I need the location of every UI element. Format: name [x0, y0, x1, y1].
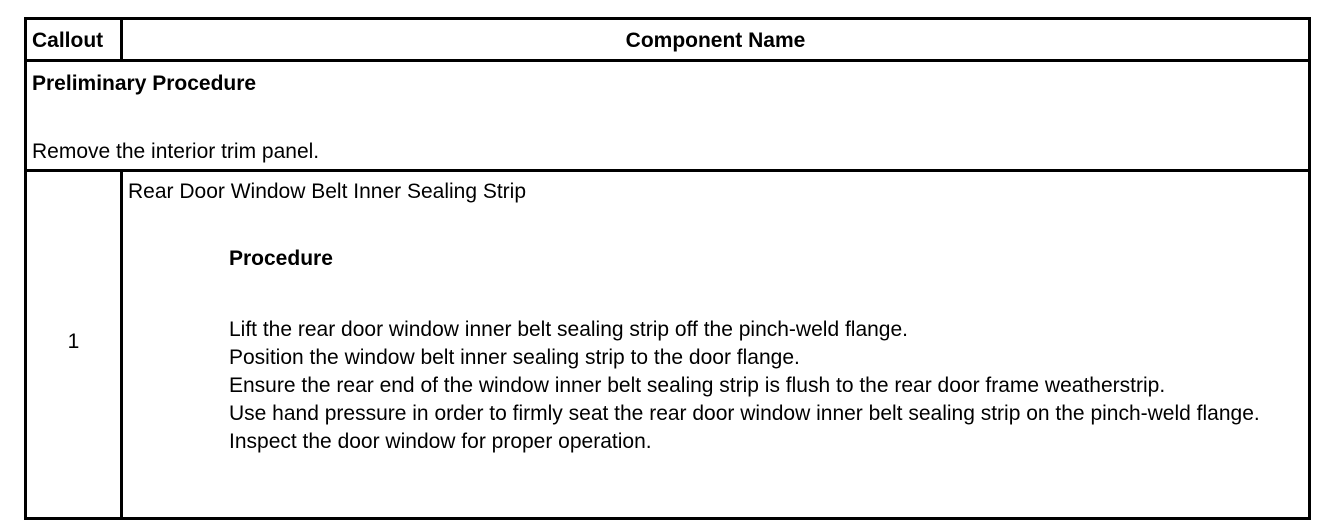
- procedure-heading: Procedure: [229, 247, 333, 270]
- procedure-steps-list: [229, 316, 1278, 456]
- procedure-step: Position the window belt inner sealing strip to the door flange.: [229, 346, 800, 369]
- component-name-cell: [123, 172, 1308, 517]
- preliminary-procedure-heading: Preliminary Procedure: [32, 72, 257, 95]
- preliminary-procedure-step: Remove the interior trim panel.: [32, 140, 320, 163]
- table-header-row: [27, 20, 1308, 62]
- component-title: Rear Door Window Belt Inner Sealing Strip: [128, 180, 527, 203]
- callout-cell: [27, 172, 123, 517]
- procedure-step: Use hand pressure in order to firmly seat the rear door window inner belt sealing strip on the pinch-weld flange.: [229, 402, 1260, 425]
- procedure-step: Inspect the door window for proper operation.: [229, 430, 652, 453]
- preliminary-procedure-row: [27, 62, 1308, 172]
- procedure-step: Lift the rear door window inner belt sealing strip off the pinch-weld flange.: [229, 318, 909, 341]
- component-table: [24, 17, 1311, 520]
- procedure-step: Ensure the rear end of the window inner belt sealing strip is flush to the rear door frame weatherstrip.: [229, 374, 1166, 397]
- table-row: [27, 172, 1308, 517]
- callout-number: 1: [67, 330, 80, 353]
- callout-column-header: Callout: [27, 20, 123, 59]
- component-name-column-header: Component Name: [625, 29, 806, 52]
